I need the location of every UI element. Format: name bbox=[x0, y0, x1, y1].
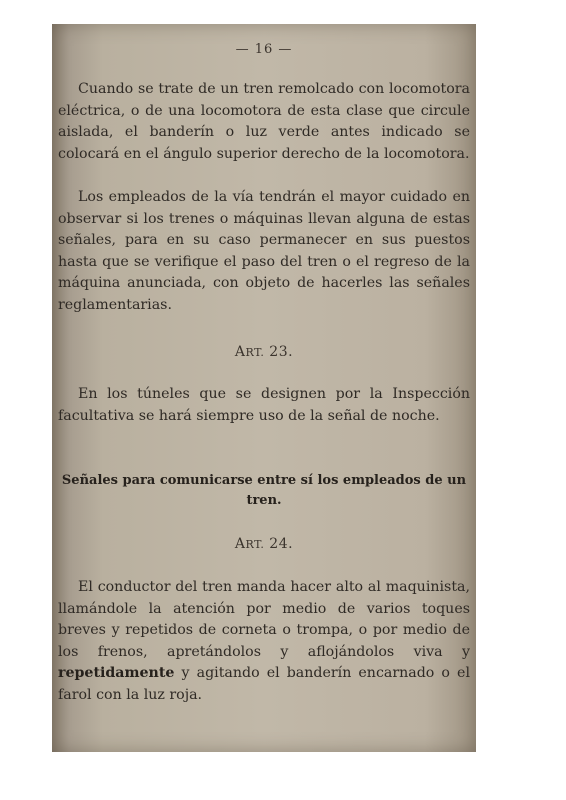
paragraph-text: En los túneles que se designen por la Inspección facultativa se hará siempre uso de la señal de noche. bbox=[58, 386, 470, 424]
article-24-heading: ART. 24. bbox=[234, 536, 294, 552]
paragraph-text: Cuando se trate de un tren remolcado con locomotora eléctrica, o de una locomotora de esta clase que circule aislada, el banderín o luz verde antes indicado se colocará en el ángulo superior derecho de la locomotora. bbox=[58, 81, 470, 162]
paragraph-text: y agitando el banderín encarnado o el farol con la luz roja. bbox=[58, 665, 470, 703]
paragraph-text: El conductor del tren manda hacer alto al maquinista, llamándole la atención por medio de varios toques breves y repetidos de corneta o trompa, o por medio de los frenos, apretándolos y aflojándolos viva y bbox=[58, 579, 470, 660]
section-title: Señales para comunicarse entre sí los empleados de un tren. bbox=[61, 473, 467, 508]
paragraph-electric-locomotive bbox=[58, 79, 470, 165]
article-23-heading: ART. 23. bbox=[234, 344, 294, 360]
paragraph-track-employees bbox=[58, 187, 470, 316]
paragraph-conductor-signals bbox=[58, 577, 470, 706]
paragraph-text: Los empleados de la vía tendrán el mayor cuidado en observar si los trenes o máquinas llevan alguna de estas señales, para en su caso permanecer en sus puestos hasta que se verifique el paso del tren o el regreso de la máquina anunciada, con objeto de hacerles las señales reglamentarias. bbox=[58, 189, 470, 313]
paragraph-tunnels bbox=[58, 384, 470, 427]
page-number: — 16 — bbox=[235, 42, 293, 57]
scanned-page bbox=[52, 24, 476, 752]
bold-word: repetidamente bbox=[58, 665, 175, 681]
